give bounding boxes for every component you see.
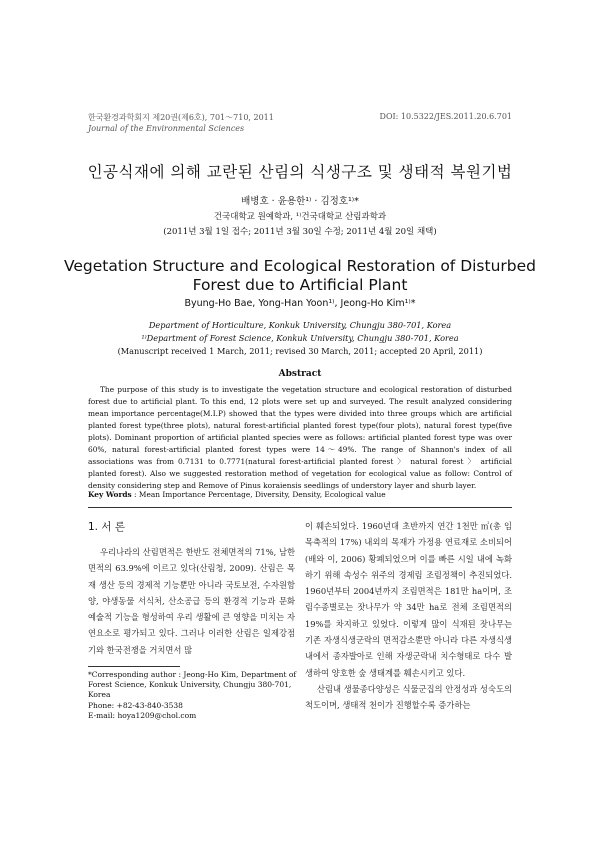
english-affiliation-2: ¹⁾Department of Forest Science, Konkuk University, Chungju 380-701, Korea [141,333,459,343]
footnote-email: E-mail: hoya1209@chol.com [88,710,197,720]
divider [88,507,512,508]
keywords-label: Key Words [88,490,132,499]
abstract-heading: Abstract [278,369,322,379]
korean-title: 인공식재에 의해 교란된 산림의 식생구조 및 생태적 복원기법 [87,163,513,181]
journal-name-korean: 한국환경과학회지 제20권(제6호), 701～710, 2011 [88,113,274,122]
body-column-left [88,544,295,658]
footnote-divider [88,666,180,667]
paragraph: 우리나라의 산림면적은 한반도 전체면적의 71%, 남한면적의 63.9%에 이르고 있다(산림청, 2009). 산림은 목재 생산 등의 경제적 기능뿐만 아니라 국토보전, 수자원함양, 야생동물 서식처, 산소공급 등의 환경적 기능과 문화예술적 기능을 형성하여 우리 생활에 큰 영향을 미치는 자연요소로 평가되고 있다. 그러나 이러한 산림은 일제강점기와 한국전쟁을 거치면서 많 [88,547,295,655]
corresponding-author-footnote [88,670,298,721]
keywords-list: : Mean Importance Percentage, Diversity, Density, Ecological value [131,490,386,499]
journal-header [88,112,274,134]
doi: DOI: 10.5322/JES.2011.20.6.701 [379,112,512,121]
korean-dates: (2011년 3월 1일 접수; 2011년 3월 30일 수정; 2011년 4월 20일 채택) [163,227,437,237]
abstract-body: The purpose of this study is to investigate the vegetation structure and ecological restoration of disturbed forest due to artificial plant. To this end, 12 plots were set up and surveyed. The result analyzed considering mean importance percentage(M.I.P) showed that the types were divided into three groups which are artificial planted forest type(three plots), natural forest-artificial planted forest type(four plots), natural forest type(five plots). Dominant proportion of artificial planted species were as follows: artificial planted forest type was over 60%, natural forest-artificial planted forest types were 14～49%. The range of Shannon's index of all associations was from 0.7131 to 0.7771(natural forest-artificial planted forest 〉 natural forest 〉 artificial planted forest). Also we suggested restoration method of vegetation for ecological value as follow: Control of density considering step and Remove of Pinus koraiensis seedlings of understory layer and shurb layer. [88,385,512,490]
english-affiliation-1: Department of Horticulture, Konkuk University, Chungju 380-701, Korea [148,320,452,330]
journal-name-english: Journal of the Environmental Sciences [88,124,245,133]
keywords [88,490,512,499]
paragraph: 산림내 생물종다양성은 식물군집의 안정성과 성숙도의 척도이며, 생태적 천이가 진행할수록 증가하는 [305,683,512,711]
english-dates: (Manuscript received 1 March, 2011; revised 30 March, 2011; accepted 20 April, 2011) [117,346,483,356]
body-column-right [305,518,512,714]
footnote-author: *Corresponding author : Jeong-Ho Kim, Department of Forest Science, Konkuk University, Chungju 380-701, Korea [88,670,297,700]
section-heading: 1. 서 론 [88,521,125,533]
korean-authors: 배병호 · 윤용한¹⁾ · 김정호¹⁾* [241,196,359,207]
english-authors: Byung-Ho Bae, Yong-Han Yoon¹⁾, Jeong-Ho Kim¹⁾* [184,298,416,309]
paragraph: 이 훼손되었다. 1960년대 초반까지 연간 1천만 ㎥(총 임목축적의 17%) 내외의 목재가 가정용 연료재로 소비되어(배와 이, 2006) 황폐되었으며 이를 빠른 시일 내에 녹화하기 위해 속성수 위주의 경제림 조림정책이 추진되었다. 1960년부터 2004년까지 조림면적은 181만 ha이며, 조림수종별로는 잣나무가 약 34만 ha로 전체 조림면적의 19%를 차지하고 있었다. 이렇게 많이 식재된 잣나무는 기존 자생식생군락의 면적감소뿐만 아니라 다른 자생식생내에서 종자발아로 인해 자생군락내 치수형태로 다수 발생하여 양호한 숲 생태계를 훼손시키고 있다. [305,521,512,678]
korean-affiliation: 건국대학교 원예학과, ¹⁾건국대학교 산림과학과 [213,212,387,222]
footnote-phone: Phone: +82-43-840-3538 [88,700,183,710]
english-title: Vegetation Structure and Ecological Restoration of Disturbed Forest due to Artificial Plant [63,257,537,294]
